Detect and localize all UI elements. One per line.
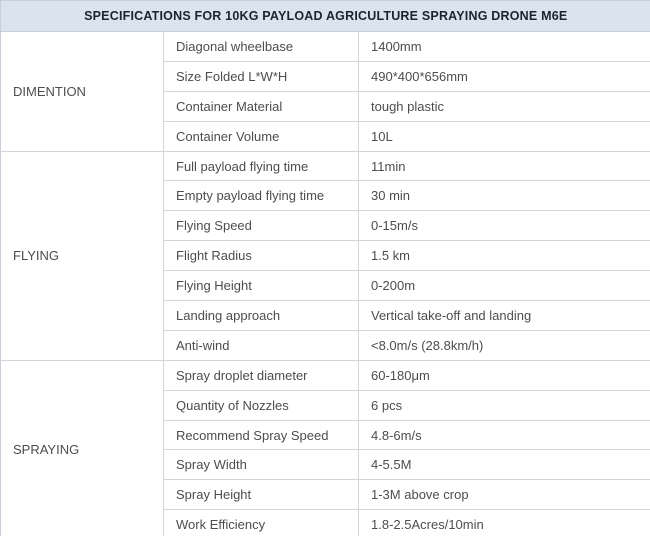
value-cell: 1.8-2.5Acres/10min xyxy=(359,510,650,536)
property-cell: Container Volume xyxy=(164,121,359,151)
value-cell: 1.5 km xyxy=(359,241,650,271)
table-row xyxy=(1,32,650,62)
title-row xyxy=(1,1,650,32)
value-cell: <8.0m/s (28.8km/h) xyxy=(359,330,650,360)
value-cell: 490*400*656mm xyxy=(359,61,650,91)
property-cell: Flying Speed xyxy=(164,211,359,241)
property-cell: Size Folded L*W*H xyxy=(164,61,359,91)
spec-table-body xyxy=(1,1,650,536)
value-cell: 10L xyxy=(359,121,650,151)
value-cell: 4.8-6m/s xyxy=(359,420,650,450)
value-cell: tough plastic xyxy=(359,91,650,121)
property-cell: Spray droplet diameter xyxy=(164,360,359,390)
table-row xyxy=(1,151,650,181)
table-title: SPECIFICATIONS FOR 10KG PAYLOAD AGRICULTURE SPRAYING DRONE M6E xyxy=(1,1,650,32)
property-cell: Flight Radius xyxy=(164,241,359,271)
value-cell: 0-15m/s xyxy=(359,211,650,241)
value-cell: 1400mm xyxy=(359,32,650,62)
property-cell: Anti-wind xyxy=(164,330,359,360)
property-cell: Recommend Spray Speed xyxy=(164,420,359,450)
value-cell: 1-3M above crop xyxy=(359,480,650,510)
property-cell: Flying Height xyxy=(164,271,359,301)
value-cell: 11min xyxy=(359,151,650,181)
property-cell: Diagonal wheelbase xyxy=(164,32,359,62)
category-cell: FLYING xyxy=(1,151,164,360)
value-cell: 4-5.5M xyxy=(359,450,650,480)
value-cell: 0-200m xyxy=(359,271,650,301)
category-cell: SPRAYING xyxy=(1,360,164,536)
value-cell: 30 min xyxy=(359,181,650,211)
property-cell: Work Efficiency xyxy=(164,510,359,536)
property-cell: Quantity of Nozzles xyxy=(164,390,359,420)
property-cell: Container Material xyxy=(164,91,359,121)
table-row xyxy=(1,360,650,390)
value-cell: 60-180μm xyxy=(359,360,650,390)
category-cell: DIMENTION xyxy=(1,32,164,152)
value-cell: 6 pcs xyxy=(359,390,650,420)
property-cell: Landing approach xyxy=(164,301,359,331)
property-cell: Empty payload flying time xyxy=(164,181,359,211)
property-cell: Full payload flying time xyxy=(164,151,359,181)
property-cell: Spray Height xyxy=(164,480,359,510)
value-cell: Vertical take-off and landing xyxy=(359,301,650,331)
property-cell: Spray Width xyxy=(164,450,359,480)
